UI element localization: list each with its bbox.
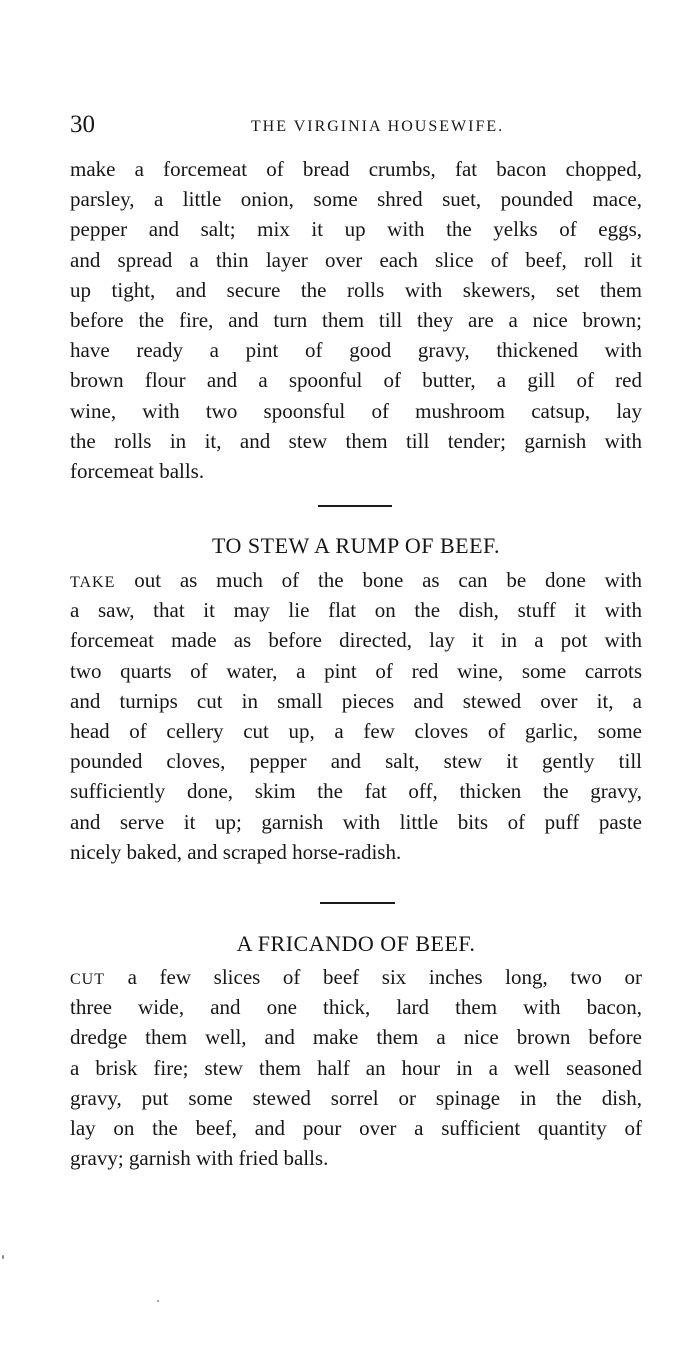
text-line: dredge them well, and make them a nice brown before [70,1025,642,1050]
section-divider [320,902,395,904]
text-line: and spread a thin layer over each slice of beef, roll it [70,247,642,272]
recipe-title: TO STEW A RUMP OF BEEF. [211,533,501,558]
text-line: and serve it up; garnish with little bits of puff paste [70,809,642,834]
text-line: forcemeat balls. [70,458,205,483]
paper-speck [157,1300,159,1302]
text-line: wine, with two spoonsful of mushroom catsup, lay [70,398,642,423]
text-line: forcemeat made as before directed, lay it in a pot with [70,628,642,653]
text-line: a saw, that it may lie flat on the dish, stuff it with [70,598,642,623]
text-line: gravy; garnish with fried balls. [70,1146,329,1171]
text-line: nicely baked, and scraped horse-radish. [70,839,402,864]
lead-word: TAKE [70,574,116,591]
text-line: sufficiently done, skim the fat off, thicken the gravy, [70,779,642,804]
text-line: lay on the beef, and pour over a sufficient quantity of [70,1115,642,1140]
recipe-paragraph [70,565,642,867]
lead-word: CUT [70,971,105,988]
paper-speck [2,1255,4,1259]
text-line: up tight, and secure the rolls with skewers, set them [70,277,642,302]
text-line: brown flour and a spoonful of butter, a gill of red [70,368,642,393]
text-line: a brisk fire; stew them half an hour in a well seasoned [70,1055,642,1080]
text-line: pounded cloves, pepper and salt, stew it gently till [70,749,642,774]
text-line: gravy, put some stewed sorrel or spinage in the dish, [70,1085,642,1110]
running-title: THE VIRGINIA HOUSEWIFE. [250,118,505,135]
line-rest: a few slices of beef six inches long, two or [105,965,642,989]
text-line: the rolls in it, and stew them till tender; garnish with [70,428,642,453]
text-line: before the fire, and turn them till they are a nice brown; [70,307,642,332]
section-divider [318,505,392,507]
text-line: pepper and salt; mix it up with the yelks of eggs, [70,217,642,242]
text-line [70,565,642,595]
text-line [70,962,642,992]
page-number: 30 [70,111,95,138]
text-line: two quarts of water, a pint of red wine, some carrots [70,658,642,683]
text-line: make a forcemeat of bread crumbs, fat bacon chopped, [70,157,642,181]
line-rest: out as much of the bone as can be done with [115,568,642,592]
text-line: have ready a pint of good gravy, thickened with [70,338,642,363]
continuation-paragraph [70,154,642,486]
running-head [70,108,645,142]
text-line: head of cellery cut up, a few cloves of garlic, some [70,718,642,743]
text-line: parsley, a little onion, some shred suet, pounded mace, [70,187,642,212]
recipe-paragraph [70,962,642,1173]
text-line: three wide, and one thick, lard them with bacon, [70,995,642,1020]
text-line: and turnips cut in small pieces and stewed over it, a [70,688,642,713]
recipe-title: A FRICANDO OF BEEF. [236,931,476,956]
